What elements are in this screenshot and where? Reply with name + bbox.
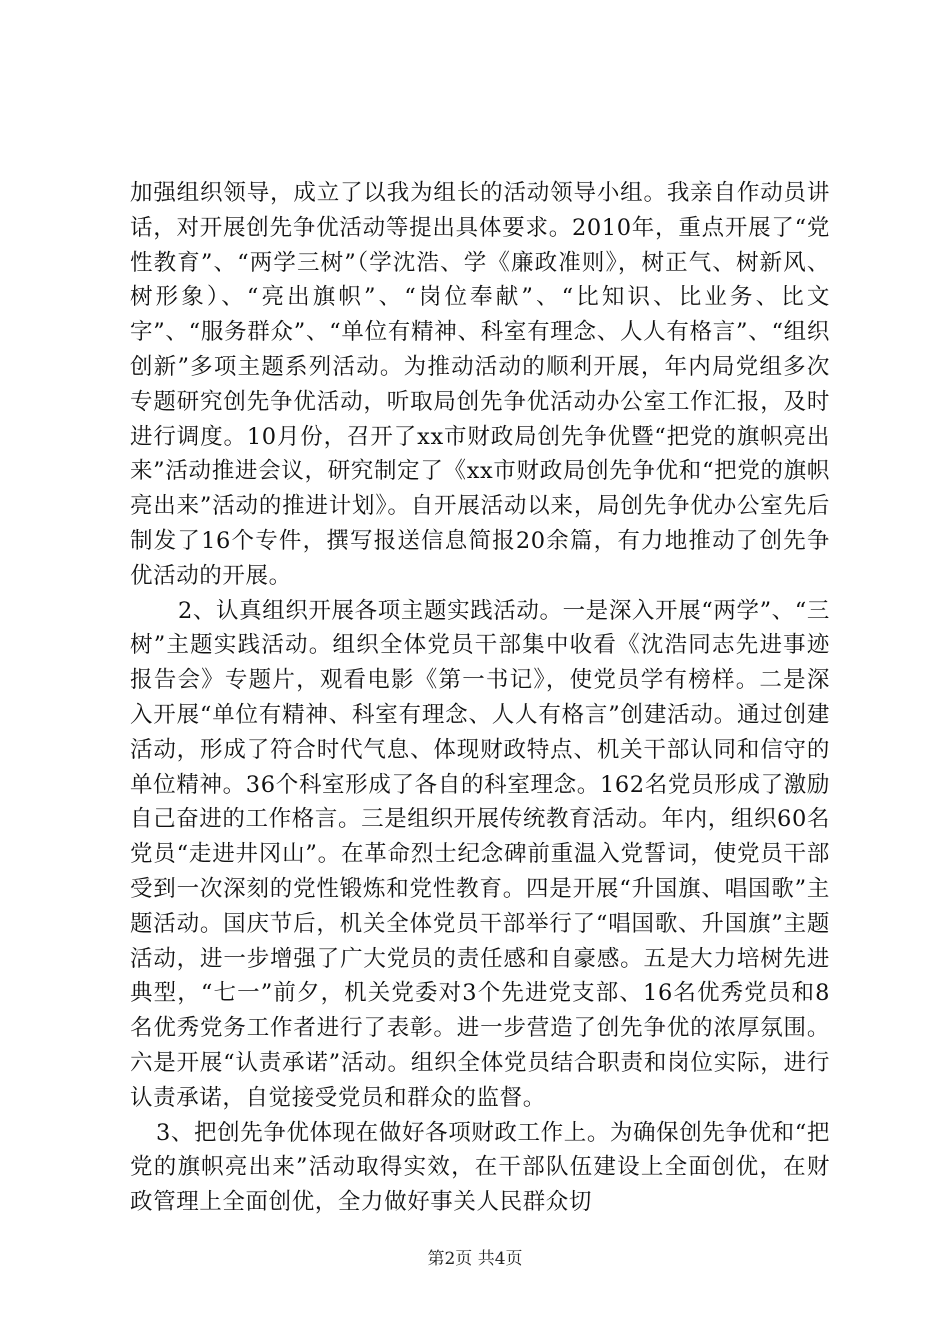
paragraph-3: 3、把创先争优体现在做好各项财政工作上。为确保创先争优和“把党的旗帜亮出来”活动取得实效，在干部队伍建设上全面创优，在财政管理上全面创优，全力做好事关人民群众切 (130, 1119, 830, 1216)
paragraph-1: 加强组织领导，成立了以我为组长的活动领导小组。我亲自作动员讲话，对开展创先争优活动等提出具体要求。2010年，重点开展了“党性教育”、“两学三树”（学沈浩、学《廉政准则》，树正气、树新风、树形象）、“亮出旗帜”、“岗位奉献”、“比知识、比业务、比文字”、“服务群众”、“单位有精神、科室有理念、人人有格言”、“组织创新”多项主题系列活动。为推动活动的顺利开展，年内局党组多次专题研究创先争优活动，听取局创先争优活动办公室工作汇报，及时进行调度。10月份，召开了xx市财政局创先争优暨“把党的旗帜亮出来”活动推进会议，研究制定了《xx市财政局创先争优和“把党的旗帜亮出来”活动的推进计划》。自开展活动以来，局创先争优办公室先后制发了16个专件，撰写报送信息简报20余篇，有力地推动了创先争优活动的开展。 (130, 180, 830, 589)
page-footer: 第2页 共4页 (427, 1249, 523, 1269)
paragraph-2: 2、认真组织开展各项主题实践活动。一是深入开展“两学”、“三树”主题实践活动。组织全体党员干部集中收看《沈浩同志先进事迹报告会》专题片，观看电影《第一书记》，使党员学有榜样。二是深入开展“单位有精神、科室有理念、人人有格言”创建活动。通过创建活动，形成了符合时代气息、体现财政特点、机关干部认同和信守的单位精神。36个科室形成了各自的科室理念。162名党员形成了激励自己奋进的工作格言。三是组织开展传统教育活动。年内，组织60名党员“走进井冈山”。在革命烈士纪念碑前重温入党誓词，使党员干部受到一次深刻的党性锻炼和党性教育。四是开展“升国旗、唱国歌”主题活动。国庆节后，机关全体党员干部举行了“唱国歌、升国旗”主题活动，进一步增强了广大党员的责任感和自豪感。五是大力培树先进典型，“七一”前夕，机关党委对3个先进党支部、16名优秀党员和8名优秀党务工作者进行了表彰。进一步营造了创先争优的浓厚氛围。六是开展“认责承诺”活动。组织全体党员结合职责和岗位实际，进行认责承诺，自觉接受党员和群众的监督。 (130, 597, 830, 1111)
document-body (130, 176, 830, 1220)
